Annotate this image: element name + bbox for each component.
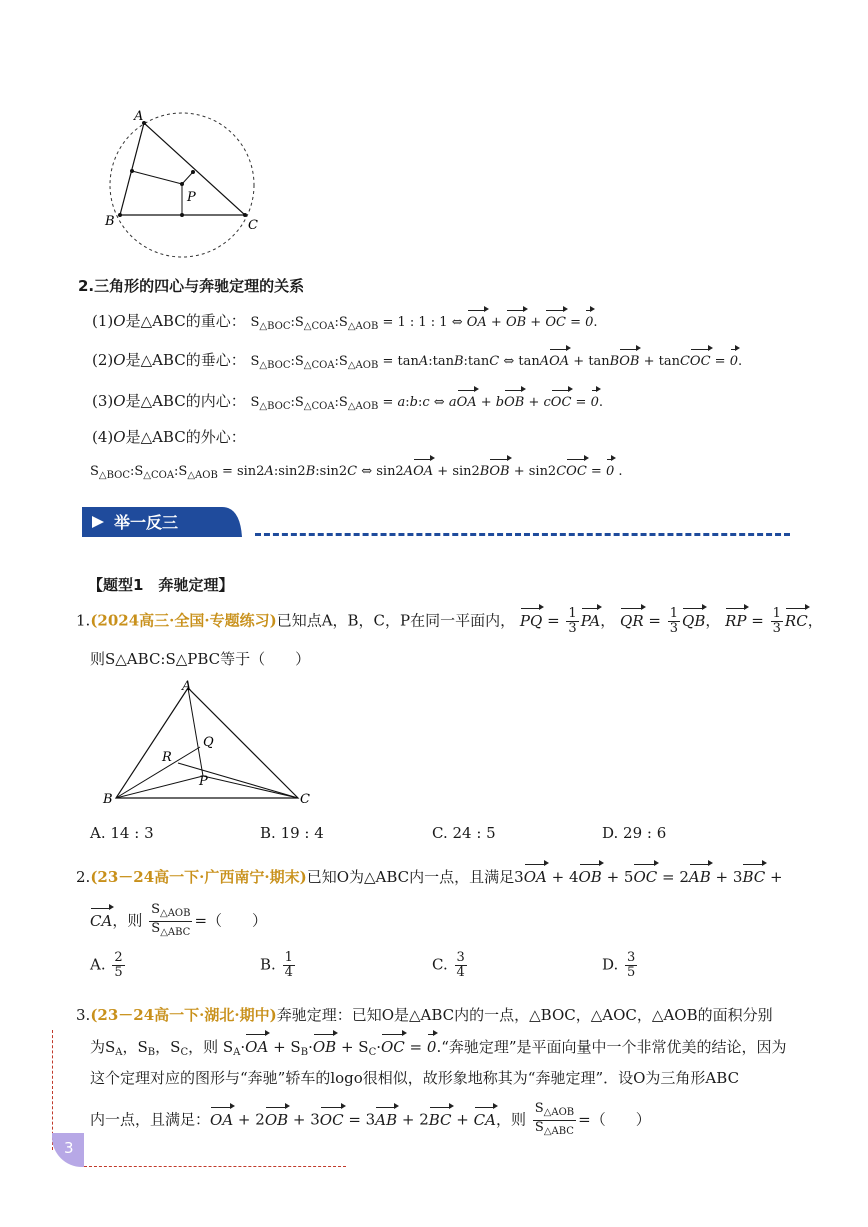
q3-line4: 内一点，且满足：OA + 2OB + 3OC = 3AB + 2BC + CA，则 $\frac{S_{\triangle AOB}}{S_{\triangle ABC}}$ =（ ）	[90, 1101, 651, 1137]
q1-label-C: C	[300, 792, 310, 807]
banner-dash-line	[255, 533, 790, 536]
footer-dashed-line	[84, 1166, 346, 1167]
q1-choice-c[interactable]: C. 24 : 5	[432, 824, 496, 842]
q2-choice-d[interactable]: D. $\frac{3}{5}$	[602, 950, 636, 980]
q1-choice-a[interactable]: A. 14 : 3	[90, 824, 154, 842]
q2-choice-c[interactable]: C. $\frac{3}{4}$	[432, 950, 465, 980]
question-2: 2.(23－24高一下·广西南宁·期末)已知O为△ABC内一点，且满足3OA + 4OB + 5OC = 2AB + 3BC +	[76, 868, 783, 886]
q1-label-Q: Q	[203, 735, 214, 750]
q3-line3: 这个定理对应的图形与“奔驰”轿车的logo很相似，故形象地称其为“奔驰定理”．设O为三角形ABC	[90, 1069, 740, 1087]
q1-stem-b: 则S△ABC:S△PBC等于（ ）	[90, 650, 311, 668]
q1-choice-d[interactable]: D. 29 : 6	[602, 824, 667, 842]
q1-label-R: R	[162, 750, 172, 765]
q2-line2: CA，则 $\frac{S_{\triangle AOB}}{S_{\triangle ABC}}$ =（ ）	[90, 902, 268, 938]
q1-label-A: A	[182, 679, 192, 694]
q1-label-B: B	[103, 792, 113, 807]
question-3: 3.(23－24高一下·湖北·期中)奔驰定理：已知O是△ABC内的一点，△BOC，△AOC，△AOB的面积分别	[76, 1006, 773, 1024]
q1-label-P: P	[199, 774, 208, 789]
margin-dashed-line	[52, 1030, 53, 1150]
section-title: 2.三角形的四心与奔驰定理的关系	[78, 277, 305, 295]
q1-choice-b[interactable]: B. 19 : 4	[260, 824, 324, 842]
q3-source: (23－24高一下·湖北·期中)	[90, 1006, 277, 1024]
q3-line2: 为$S_A$，$S_B$，$S_C$，则 $S_A\cdot OA + S_B\cdot OB + S_C\cdot OC$ = 0.“奔驰定理”是平面向量中一个非常优美的结论，因为	[90, 1038, 787, 1058]
circumcircle-figure	[100, 105, 270, 265]
q2-choice-a[interactable]: A. $\frac{2}{5}$	[90, 950, 123, 980]
item-centroid: (1)O是△ABC的重心： $S_{\triangle BOC}:S_{\triangle COA}:S_{\triangle AOB} = 1$ : 1 : 1 ⇔ OA + OB + OC = 0.	[92, 312, 598, 332]
label-C: C	[248, 218, 258, 233]
item-orthocenter: (2)O是△ABC的垂心： $S_{\triangle BOC}:S_{\triangle COA}:S_{\triangle AOB}$ = tanA:tanB:tanC ⇔ tanAOA + tanBOB + tanCOC = 0.	[92, 351, 743, 371]
q2-source: (23－24高一下·广西南宁·期末)	[90, 868, 307, 886]
banner-label: 举一反三	[114, 513, 179, 532]
label-A: A	[134, 109, 144, 124]
q2-choice-b[interactable]: B. $\frac{1}{4}$	[260, 950, 293, 980]
type-heading: 【题型1 奔驰定理】	[88, 576, 234, 594]
item-circumcenter: (4)O是△ABC的外心：	[92, 428, 246, 446]
item-incenter: (3)O是△ABC的内心： $S_{\triangle BOC}:S_{\triangle COA}:S_{\triangle AOB}$ = a:b:c ⇔ aOA + bOB + cOC = 0.	[92, 392, 603, 412]
label-P: P	[187, 190, 196, 205]
section-banner	[82, 507, 242, 537]
page-number: 3	[64, 1139, 74, 1157]
q1-figure	[98, 678, 323, 808]
question-1: 1.(2024高三·全国·专题练习)已知点A，B，C，P在同一平面内， PQ = $\frac{1}{3}$ PA， QR = $\frac{1}{3}$ QB， RP = $\frac{1}{3}$ RC，	[76, 606, 823, 636]
q1-source: (2024高三·全国·专题练习)	[90, 611, 277, 630]
label-B: B	[105, 214, 115, 229]
circumcenter-formula: $S_{\triangle BOC}:S_{\triangle COA}:S_{\triangle AOB}$ = sin2A:sin2B:sin2C ⇔ sin2AOA + sin2BOB + sin2COC = 0 .	[90, 461, 623, 487]
